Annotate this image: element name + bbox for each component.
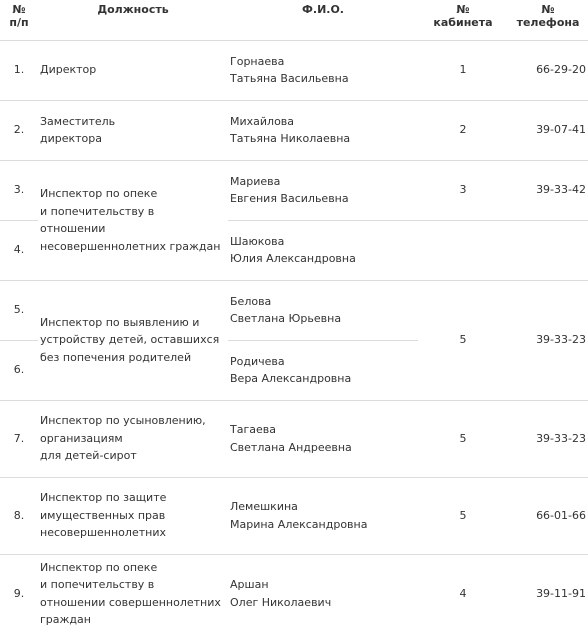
- position-cell: Инспектор по опеке и попечительству в отношении несовершеннолетних граждан: [38, 160, 228, 280]
- row-number: 9.: [13, 587, 25, 600]
- fio-cell: Белова Светлана Юрьевна: [228, 280, 418, 340]
- header-row: [0, 0, 588, 40]
- table-row: [0, 400, 588, 477]
- header-position: Должность: [38, 0, 228, 40]
- table-row: [0, 280, 588, 340]
- header-num: № п/п: [0, 0, 38, 40]
- fio-cell: Мариева Евгения Васильевна: [228, 160, 418, 220]
- row-number: 3.: [0, 160, 38, 220]
- fio-cell: Шаюкова Юлия Александровна: [228, 220, 418, 280]
- position-cell: Директор: [38, 40, 228, 100]
- fio-cell: Михайлова Татьяна Николаевна: [228, 100, 418, 160]
- fio-cell: Тагаева Светлана Андреевна: [228, 400, 418, 477]
- row-number: 1.: [0, 40, 38, 100]
- row-number: 5.: [0, 280, 38, 340]
- header-fio: Ф.И.О.: [228, 0, 418, 40]
- phone-cell: 66-01-66: [508, 477, 588, 554]
- table-row: [0, 160, 588, 220]
- cabinet-cell: 5: [418, 477, 508, 554]
- cabinet-cell: [418, 220, 508, 280]
- phone-cell: 39-07-41: [508, 100, 588, 160]
- position-cell: Инспектор по защите имущественных прав несовершеннолетних: [38, 477, 228, 554]
- row-number: 4.: [0, 220, 38, 280]
- fio-cell: Аршан Олег Николаевич: [230, 578, 332, 609]
- fio-cell: Горнаева Татьяна Васильевна: [228, 40, 418, 100]
- cabinet-cell: 3: [418, 160, 508, 220]
- fio-cell: Лемешкина Марина Александровна: [228, 477, 418, 554]
- cabinet-cell: 1: [418, 40, 508, 100]
- phone-cell: 39-33-23: [508, 400, 588, 477]
- phone-cell: 39-33-42: [508, 160, 588, 220]
- row-number: 2.: [0, 100, 38, 160]
- row-number: 6.: [0, 340, 38, 400]
- table-row: [0, 477, 588, 554]
- table-row: [0, 554, 588, 633]
- position-cell: Инспектор по опеке и попечительству в отношении совершеннолетних граждан: [40, 560, 221, 627]
- phone-cell: 66-29-20: [508, 40, 588, 100]
- table-row: [0, 100, 588, 160]
- position-cell: Инспектор по усыновлению, организациям для детей-сирот: [38, 400, 228, 477]
- cabinet-cell: 4: [459, 587, 467, 600]
- header-cabinet: № кабинета: [418, 0, 508, 40]
- position-cell: Инспектор по выявлению и устройству детей, оставшихся без попечения родителей: [38, 280, 228, 400]
- table-row: [0, 40, 588, 100]
- row-number: 7.: [0, 400, 38, 477]
- phone-cell: 39-33-23: [508, 280, 588, 400]
- cabinet-cell: 5: [418, 280, 508, 400]
- header-phone: № телефона: [508, 0, 588, 40]
- position-cell: Заместитель директора: [38, 100, 228, 160]
- fio-cell: Родичева Вера Александровна: [228, 340, 418, 400]
- row-number: 8.: [0, 477, 38, 554]
- phone-cell: 39-11-91: [536, 587, 586, 600]
- phone-cell: [508, 220, 588, 280]
- cabinet-cell: 2: [418, 100, 508, 160]
- cabinet-cell: 5: [418, 400, 508, 477]
